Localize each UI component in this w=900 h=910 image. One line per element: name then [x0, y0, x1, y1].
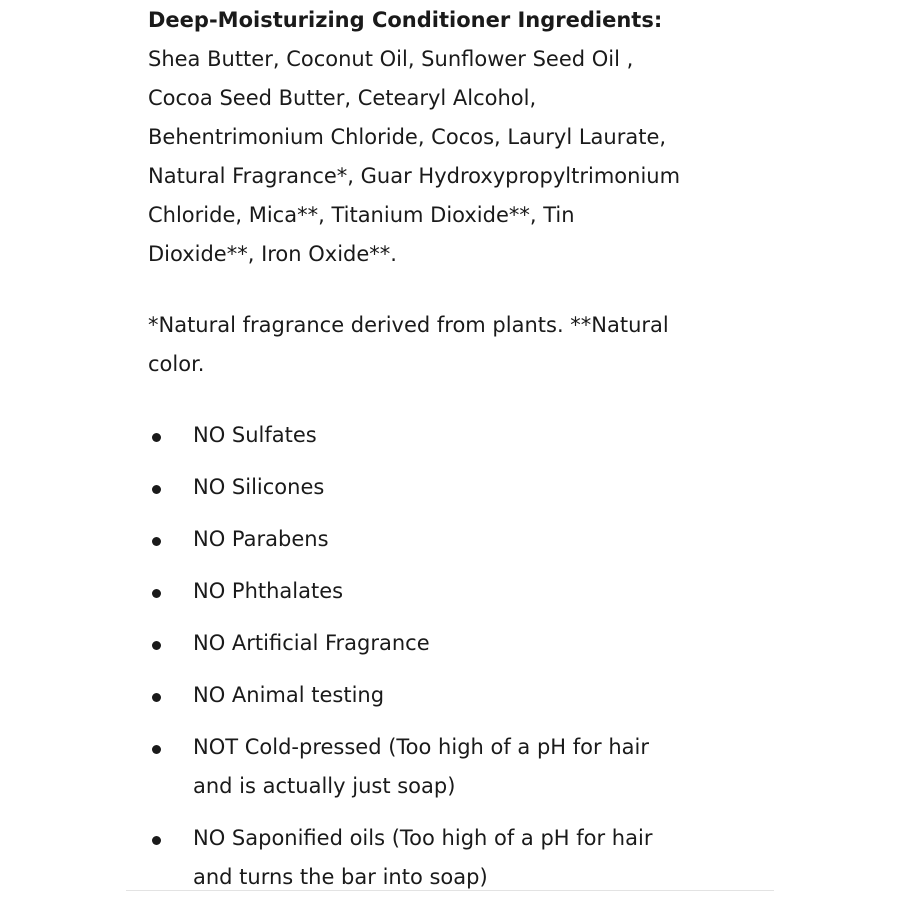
list-item-text: NO Silicones: [193, 475, 325, 499]
list-item: [0, 520, 788, 559]
list-item: [0, 624, 788, 663]
bullet-icon: [152, 537, 161, 546]
bottom-divider: [126, 890, 774, 891]
ingredients-line: Shea Butter, Coconut Oil, Sunflower Seed Oil ,: [148, 47, 634, 71]
fragrance-color-note: [148, 306, 788, 384]
list-item-text: NO Artificial Fragrance: [193, 631, 430, 655]
ingredients-line: Dioxide**, Iron Oxide**.: [148, 242, 397, 266]
ingredients-list: [148, 40, 788, 274]
bullet-icon: [152, 641, 161, 650]
list-item-text: and is actually just soap): [193, 774, 456, 798]
list-item: [0, 468, 788, 507]
list-item-text: and turns the bar into soap): [193, 865, 488, 889]
ingredients-line: Behentrimonium Chloride, Cocos, Lauryl Laurate,: [148, 125, 667, 149]
bullet-icon: [152, 433, 161, 442]
bullet-icon: [152, 836, 161, 845]
ingredients-line: Chloride, Mica**, Titanium Dioxide**, Tin: [148, 203, 575, 227]
list-item-text: NO Sulfates: [193, 423, 317, 447]
bullet-icon: [152, 589, 161, 598]
bullet-icon: [152, 693, 161, 702]
list-item: [0, 416, 788, 455]
free-from-list: [0, 416, 788, 897]
ingredients-line: Cocoa Seed Butter, Cetearyl Alcohol,: [148, 86, 537, 110]
note-line: color.: [148, 352, 205, 376]
list-item-text: NO Animal testing: [193, 683, 385, 707]
product-description: [148, 0, 788, 910]
note-line: *Natural fragrance derived from plants. **Natural: [148, 313, 669, 337]
list-item-text: NO Parabens: [193, 527, 329, 551]
list-item: [0, 572, 788, 611]
bullet-icon: [152, 745, 161, 754]
list-item-text: NO Phthalates: [193, 579, 344, 603]
list-item: [0, 728, 788, 806]
ingredients-heading: Deep-Moisturizing Conditioner Ingredients:: [148, 8, 663, 32]
bullet-icon: [152, 485, 161, 494]
list-item-text: NOT Cold-pressed (Too high of a pH for hair: [193, 735, 649, 759]
list-item-text: NO Saponified oils (Too high of a pH for hair: [193, 826, 653, 850]
list-item: [0, 819, 788, 897]
list-item: [0, 676, 788, 715]
ingredients-line: Natural Fragrance*, Guar Hydroxypropyltrimonium: [148, 164, 681, 188]
